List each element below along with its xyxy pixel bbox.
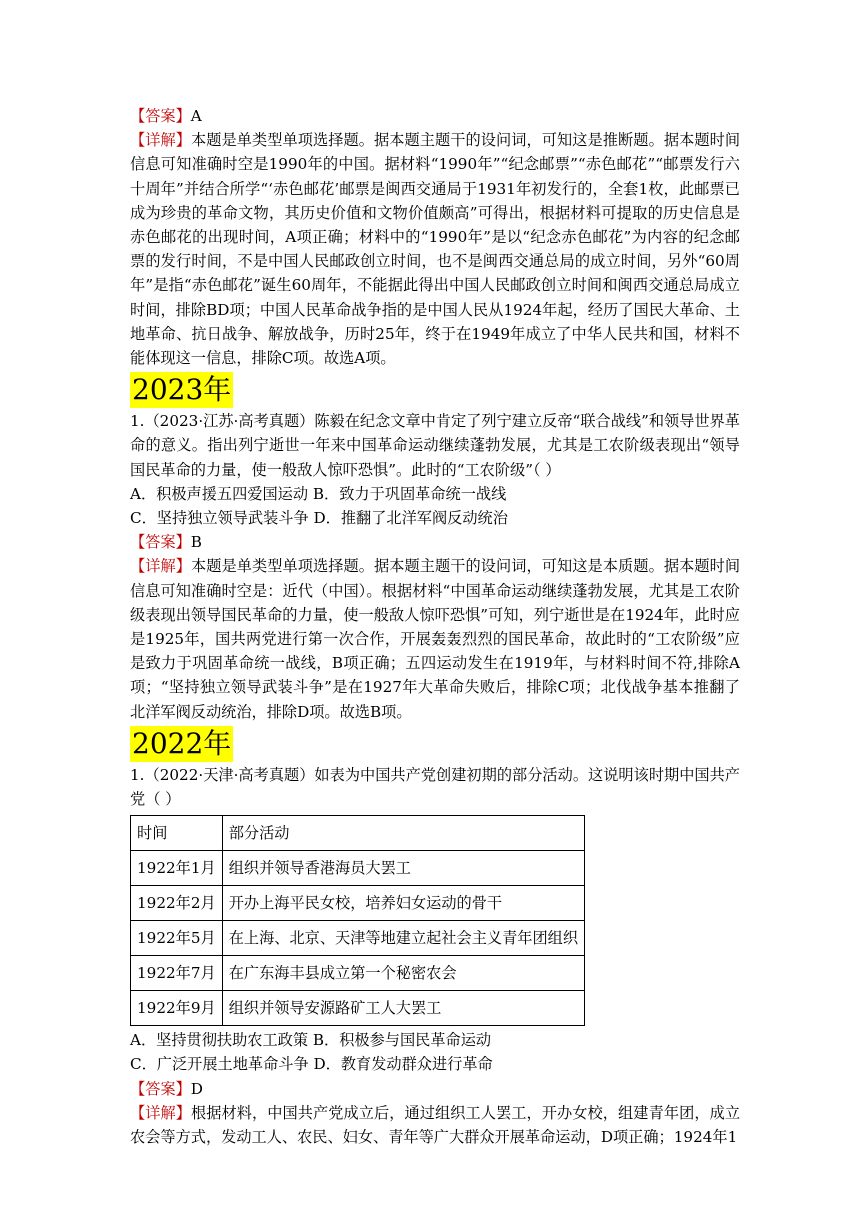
year-heading-text: 2023年 <box>132 373 232 407</box>
answer-tag: 【答案】 <box>130 1079 191 1098</box>
table-header-row <box>131 816 585 851</box>
detail-paragraph <box>130 1101 740 1149</box>
detail-tag: 【详解】 <box>130 131 192 150</box>
answer-tag: 【答案】 <box>130 107 191 125</box>
detail-tag: 【详解】 <box>130 557 192 576</box>
table-row <box>131 956 585 991</box>
table-row <box>131 851 585 886</box>
table-header-cell: 部分活动 <box>222 816 584 851</box>
answer-value: D <box>190 1079 203 1098</box>
table-cell-date: 1922年2月 <box>131 886 223 921</box>
document-body <box>130 104 740 1149</box>
option-line: A．坚持贯彻扶助农工政策 B．积极参与国民革命运动 <box>130 1031 492 1050</box>
question-stem: 1.（2022·天津·高考真题）如表为中国共产党创建初期的部分活动。这说明该时期中国共产党（ ） <box>130 765 740 809</box>
table-cell-activity: 在广东海丰县成立第一个秘密农会 <box>222 956 584 991</box>
option-line: C．广泛开展土地革命斗争 D．教育发动群众进行革命 <box>130 1055 493 1074</box>
answer-line <box>130 104 740 128</box>
table-row <box>131 886 585 921</box>
table-cell-activity: 开办上海平民女校，培养妇女运动的骨干 <box>222 886 584 921</box>
table-row <box>131 921 585 956</box>
detail-paragraph <box>130 554 740 723</box>
option-line: C．坚持独立领导武装斗争 D．推翻了北洋军阀反动统治 <box>130 509 508 528</box>
year-heading-2023 <box>130 370 740 409</box>
answer-line <box>130 530 740 554</box>
table-cell-activity: 在上海、北京、天津等地建立起社会主义青年团组织 <box>222 921 584 956</box>
detail-text: 根据材料，中国共产党成立后，通过组织工人罢工，开办女校，组建青年团，成立农会等方式，发动工人、农民、妇女、青年等广大群众开展革命运动，D项正确；1924年1 <box>130 1103 741 1147</box>
table-cell-date: 1922年5月 <box>131 921 223 956</box>
activities-table <box>130 815 585 1026</box>
table-cell-date: 1922年7月 <box>131 956 223 991</box>
answer-tag: 【答案】 <box>130 533 191 552</box>
answer-value: B <box>190 533 202 552</box>
option-line: A．积极声援五四爱国运动 B．致力于巩固革命统一战线 <box>130 484 507 503</box>
answer-value: A <box>190 107 202 125</box>
table-cell-date: 1922年9月 <box>131 991 223 1026</box>
table-cell-activity: 组织并领导香港海员大罢工 <box>222 851 584 886</box>
table-row <box>131 991 585 1026</box>
detail-paragraph <box>130 128 740 370</box>
table-header-cell: 时间 <box>131 816 223 851</box>
detail-text: 本题是单类型单项选择题。据本题主题干的设问词，可知这是推断题。据本题时间信息可知准确时空是1990年的中国。据材料“1990年”“纪念邮票”“赤色邮花”“邮票发行六十周年”并结合所学“‘赤色邮花’邮票是闽西交通局于1931年初发行的，全套1枚，此邮票已成为珍贵的革命文物，其历史价值和文物价值颇高”可得出，根据材料可提取的历史信息是赤色邮花的出现时间，A项正确；材料中的“1990年”是以“纪念赤色邮花”为内容的纪念邮票的发行时间，不是中国人民邮政创立时间，也不是闽西交通总局的成立时间，另外“60周年”是指“赤色邮花”诞生60周年，不能据此得出中国人民邮政创立时间和闽西交通总局成立时间，排除BD项；中国人民革命战争指的是中国人民从1924年起，经历了国民大革命、土地革命、抗日战争、解放战争，历时25年，终于在1949年成立了中华人民共和国，材料不能体现这一信息，排除C项。故选A项。 <box>130 131 741 368</box>
answer-line <box>130 1077 740 1101</box>
table-cell-date: 1922年1月 <box>131 851 223 886</box>
detail-text: 本题是单类型单项选择题。据本题主题干的设问词，可知这是本质题。据本题时间信息可知准确时空是：近代（中国）。根据材料“中国革命运动继续蓬勃发展，尤其是工农阶级表现出领导国民革命的力量，使一般敌人惊吓恐惧”可知，列宁逝世是在1924年，此时应是1925年，国共两党进行第一次合作，开展轰轰烈烈的国民革命，故此时的“工农阶级”应是致力于巩固革命统一战线，B项正确；五四运动发生在1919年，与材料时间不符,排除A项；“坚持独立领导武装斗争”是在1927年大革命失败后，排除C项；北伐战争基本推翻了北洋军阀反动统治，排除D项。故选B项。 <box>130 557 741 721</box>
detail-tag: 【详解】 <box>130 1103 192 1122</box>
year-heading-text: 2022年 <box>132 726 232 760</box>
question-stem: 1.（2023·江苏·高考真题）陈毅在纪念文章中肯定了列宁建立反帝“联合战线”和领导世界革命的意义。指出列宁逝世一年来中国革命运动继续蓬勃发展，尤其是工农阶级表现出“领导国民革命的力量，使一般敌人惊吓恐惧”。此时的“工农阶级”（ ） <box>130 412 740 479</box>
year-heading-2022 <box>130 724 740 763</box>
table-cell-activity: 组织并领导安源路矿工人大罢工 <box>222 991 584 1026</box>
